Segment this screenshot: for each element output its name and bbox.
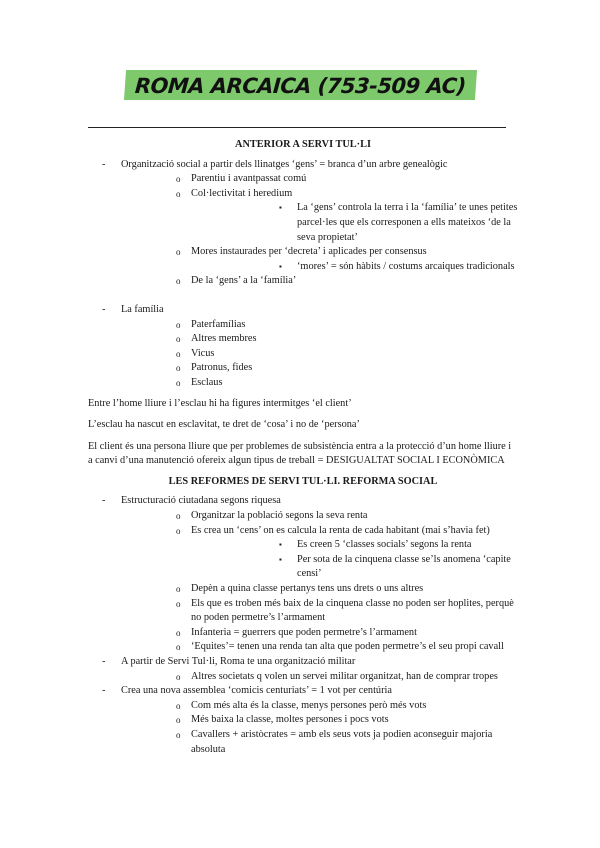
sublist-item-text: Col·lectivitat i heredium: [191, 187, 293, 199]
document-body: [88, 138, 518, 757]
square-marker: ▪: [279, 203, 282, 213]
sublist-item-text: Altres membres: [191, 333, 257, 345]
sublist-item: [121, 597, 518, 626]
dash-marker: -: [102, 656, 106, 667]
sub-sublist-item: [191, 553, 518, 582]
sublist-item-text: Com més alta és la classe, menys persones però més vots: [191, 699, 427, 711]
sublist-item: [121, 376, 518, 391]
sublist-item-text: De la ‘gens’ a la ‘família’: [191, 275, 297, 287]
sub-sublist-item: [191, 201, 518, 245]
list-item-text: Organització social a partir dels llinatges ‘gens’ = branca d’un arbre genealògic: [121, 158, 448, 170]
circle-marker: o: [176, 247, 181, 258]
circle-marker: o: [176, 377, 181, 388]
sublist-item: [121, 332, 518, 347]
sublist-item: [121, 172, 518, 187]
sublist-item: [121, 524, 518, 582]
sub-sublist-item-text: Es creen 5 ‘classes socials’ segons la renta: [297, 539, 472, 551]
paragraph: El client és una persona lliure que per problemes de subsistència entra a la protecció d’un home lliure i a canvi d’una manutenció ofereix algun tipus de treball = DESIGUALTAT SOCIAL I ECONÒMICA: [88, 440, 512, 467]
sublist-item-text: Patronus, fides: [191, 362, 253, 374]
sublist: [121, 699, 518, 757]
list-item-text: La família: [121, 303, 164, 315]
sublist-item-text: Infanteria = guerrers que poden permetre’s l’armament: [191, 626, 417, 638]
sublist-item: [121, 713, 518, 728]
sublist-item: [121, 640, 518, 655]
list-item-text: Crea una nova assemblea ‘comicis centuriats’ = 1 vot per centúria: [121, 685, 392, 697]
paragraph: L’esclau ha nascut en esclavitat, te dret de ‘cosa’ i no de ‘persona’: [88, 419, 360, 431]
list-item-text: A partir de Servi Tul·li, Roma te una organització militar: [121, 656, 356, 667]
spacer: [88, 289, 518, 303]
sublist-item-text: Paterfamílias: [191, 318, 246, 330]
circle-marker: o: [176, 363, 181, 374]
sublist-item-text: Mores instaurades per ‘decreta’ i aplicades per consensus: [191, 246, 427, 258]
sub-sublist: [191, 201, 518, 245]
circle-marker: o: [176, 642, 181, 653]
sublist-item-text: Es crea un ‘cens’ on es calcula la renta de cada habitant (mai s’havia fet): [191, 524, 490, 536]
sublist-item-text: Vicus: [191, 347, 215, 359]
circle-marker: o: [176, 671, 181, 682]
circle-marker: o: [176, 188, 181, 199]
section1-list: [88, 158, 518, 289]
sublist-item: [121, 509, 518, 524]
sublist-item: [121, 347, 518, 362]
sublist: [121, 509, 518, 655]
sublist-item-text: Organitzar la població segons la seva renta: [191, 510, 368, 522]
dash-marker: -: [102, 303, 106, 315]
circle-marker: o: [176, 525, 181, 536]
sublist: [121, 670, 518, 685]
dash-marker: -: [102, 158, 106, 170]
sublist-item: [121, 728, 518, 757]
sublist-item: [121, 318, 518, 333]
sublist-item: [121, 274, 518, 289]
square-marker: ▪: [279, 261, 282, 271]
sub-sublist-item: [191, 538, 518, 553]
sublist-item-text: Parentiu i avantpassat comú: [191, 173, 307, 185]
sublist-item-text: Depèn a quina classe pertanys tens uns drets o uns altres: [191, 583, 424, 595]
sublist-item: [121, 245, 518, 274]
list-item: [88, 494, 518, 655]
list-item: [88, 158, 518, 289]
circle-marker: o: [176, 729, 181, 740]
page-title: ROMA ARCAICA (753-509 AC): [124, 70, 477, 100]
sub-sublist: [191, 260, 518, 275]
sublist-item: [121, 626, 518, 641]
section2-list: [88, 494, 518, 757]
sublist-item-text: ‘Equites’= tenen una renda tan alta que poden permetre’s el seu propi cavall: [191, 641, 504, 653]
circle-marker: o: [176, 348, 181, 359]
circle-marker: o: [176, 598, 181, 609]
list-item: [88, 684, 518, 757]
circle-marker: o: [176, 627, 181, 638]
sublist-item-text: Els que es troben més baix de la cinquena classe no poden ser hoplites, perquè no poden permetre’s l’armament: [191, 597, 514, 624]
sublist: [121, 172, 518, 289]
sub-sublist: [191, 538, 518, 582]
dash-marker: -: [102, 495, 106, 507]
dash-marker: -: [102, 685, 106, 697]
sub-sublist-item: [191, 260, 518, 275]
list-item-text: Estructuració ciutadana segons riquesa: [121, 495, 281, 507]
sublist-item-text: Esclaus: [191, 376, 223, 388]
square-marker: ▪: [279, 554, 282, 564]
sublist-item: [121, 361, 518, 376]
circle-marker: o: [176, 319, 181, 330]
list-item: [88, 303, 518, 391]
circle-marker: o: [176, 511, 181, 522]
square-marker: ▪: [279, 540, 282, 550]
paragraph: Entre l’home lliure i l’esclau hi ha figures intermitges ‘el client’: [88, 397, 352, 409]
sub-sublist-item-text: ‘mores’ = són hàbits / costums arcaiques tradicionals: [297, 260, 515, 272]
sublist-item-text: Altres societats q volen un servei militar organitzat, han de comprar tropes: [191, 670, 498, 682]
sublist-item: [121, 670, 518, 685]
circle-marker: o: [176, 700, 181, 711]
list-item: [88, 655, 518, 684]
sublist-item-text: Més baixa la classe, moltes persones i pocs vots: [191, 714, 389, 726]
sublist-item: [121, 582, 518, 597]
title-area: [0, 70, 600, 100]
sublist-item-text: Cavallers + aristòcrates = amb els seus vots ja podien aconseguir majoria absoluta: [191, 728, 493, 755]
section-heading-2: LES REFORMES DE SERVI TUL·LI. REFORMA SOCIAL: [168, 475, 438, 487]
sublist-item: [121, 187, 518, 245]
divider-line: [88, 127, 506, 128]
sub-sublist-item-text: Per sota de la cinquena classe se’ls anomena ‘capite censi’: [297, 553, 511, 580]
circle-marker: o: [176, 276, 181, 287]
sub-sublist-item-text: La ‘gens’ controla la terra i la ‘família’ te unes petites parcel·les que els corresponen a ells mateixos ‘de la seva propietat’: [297, 202, 518, 243]
circle-marker: o: [176, 715, 181, 726]
section-heading-1: ANTERIOR A SERVI TUL·LI: [235, 139, 371, 150]
circle-marker: o: [176, 174, 181, 185]
section1-list-2: [88, 303, 518, 391]
sublist: [121, 318, 518, 391]
sublist-item: [121, 699, 518, 714]
circle-marker: o: [176, 334, 181, 345]
circle-marker: o: [176, 584, 181, 595]
